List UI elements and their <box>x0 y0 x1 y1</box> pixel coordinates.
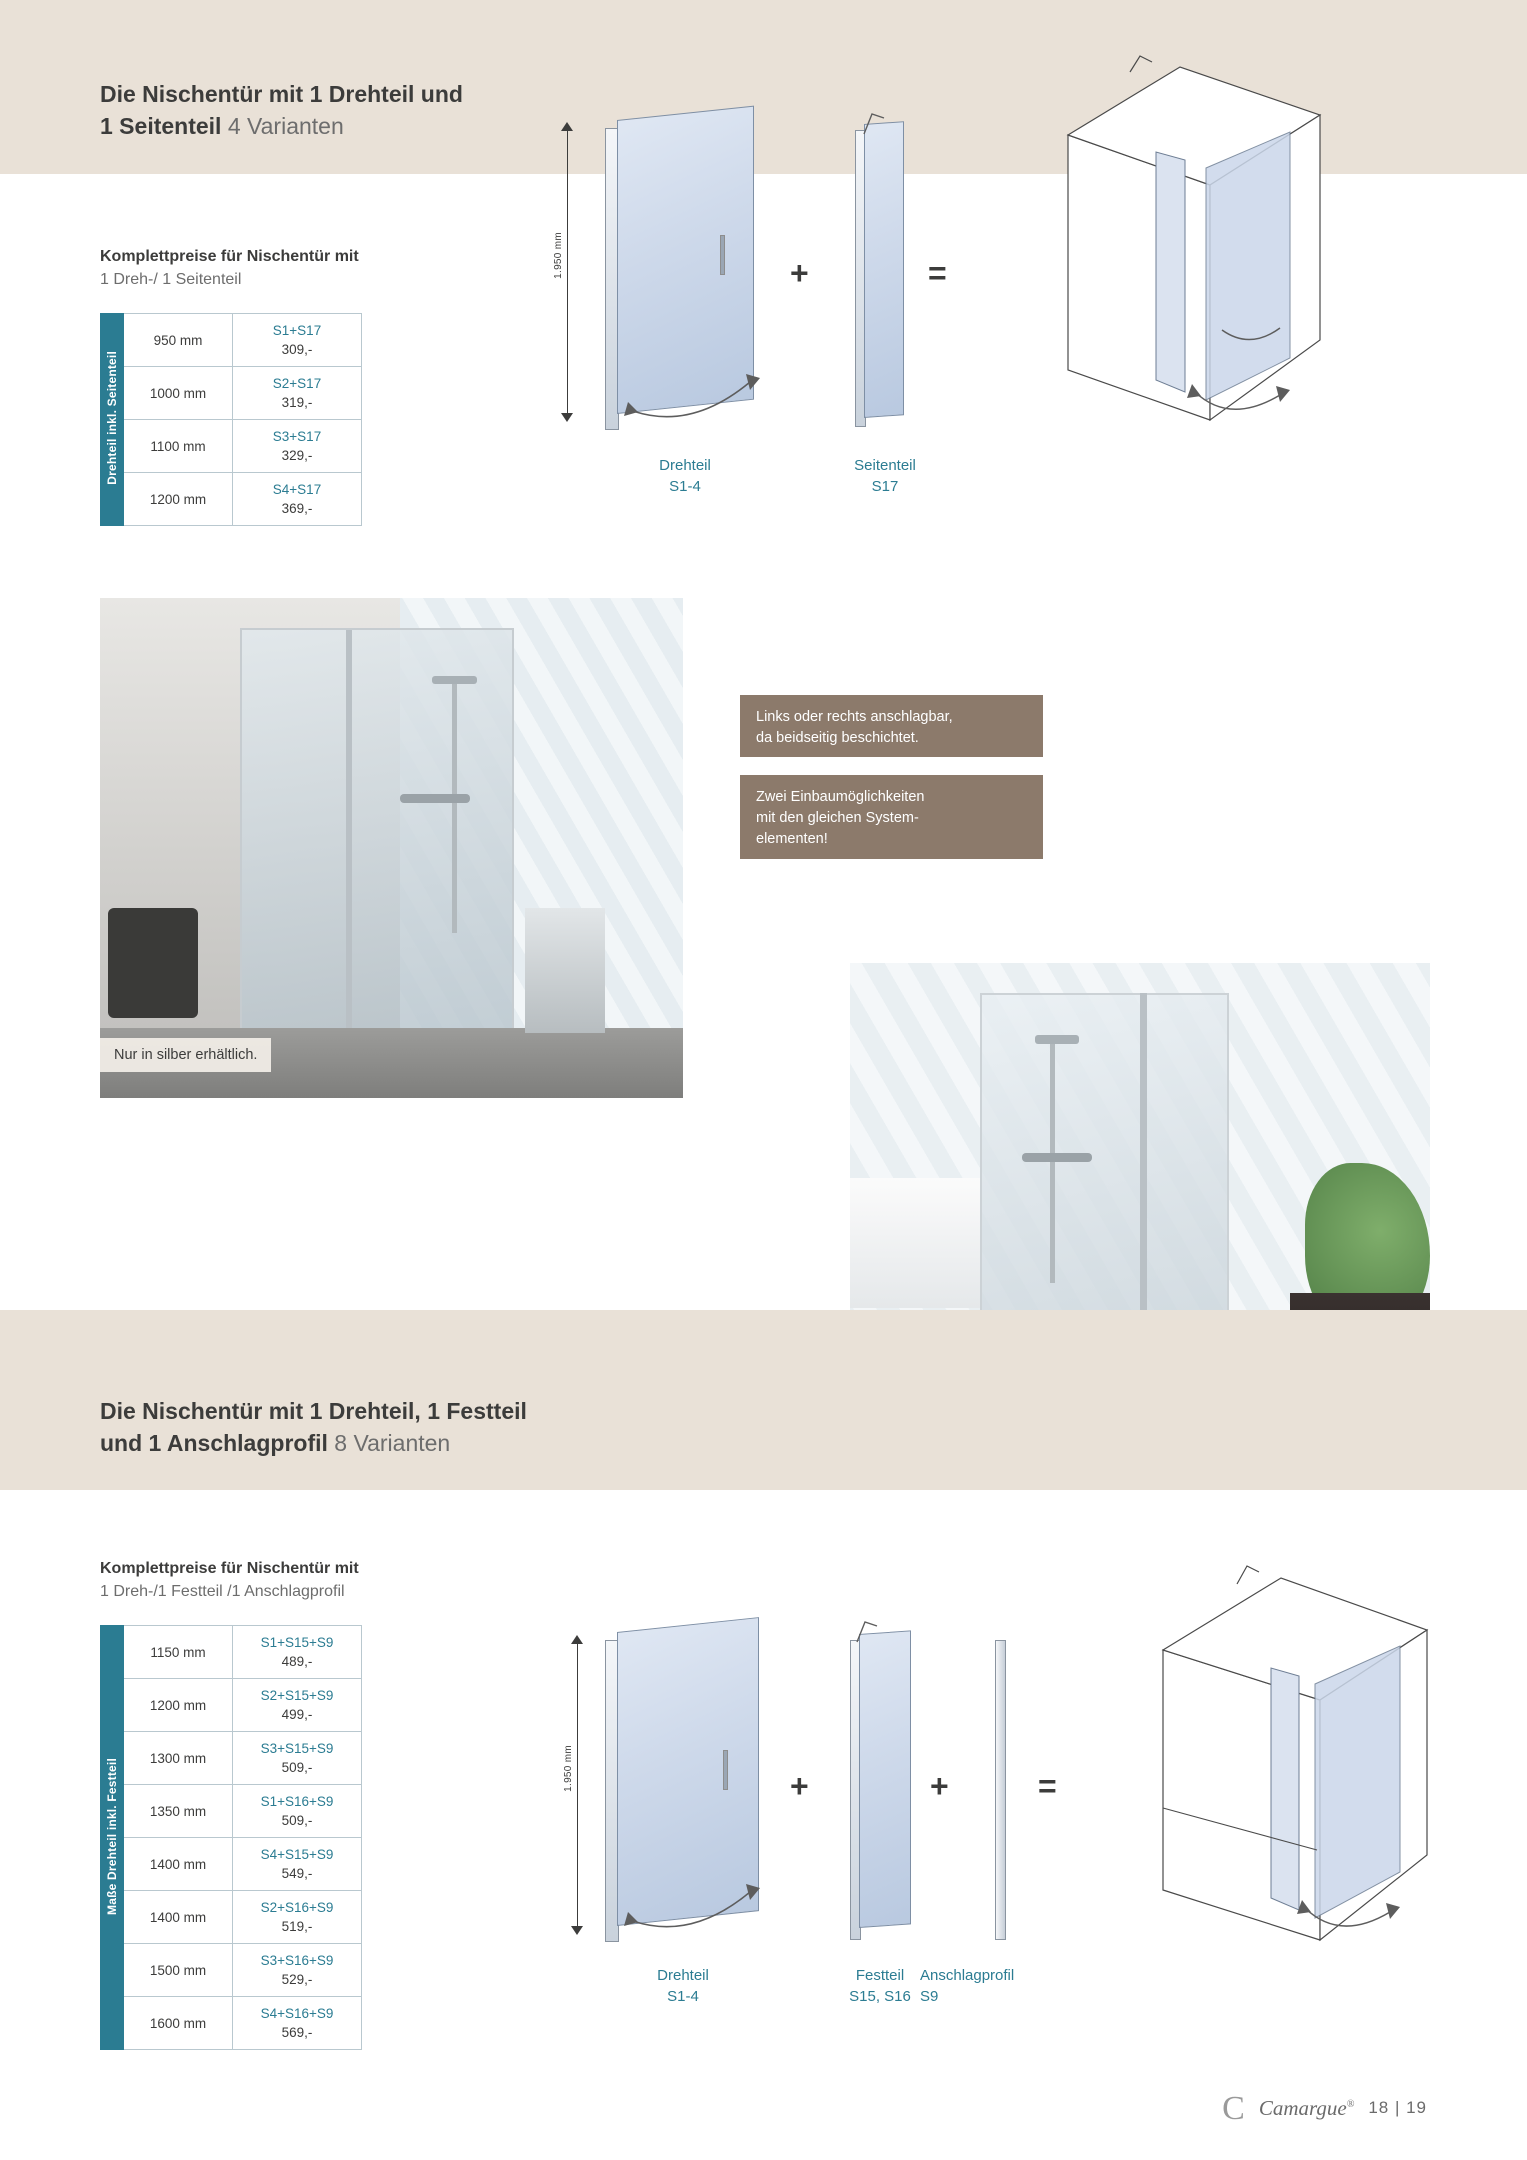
table-cell-code <box>233 1944 362 1997</box>
camargue-logo-icon: C <box>1222 2089 1245 2127</box>
section-title-mid-line2: und 1 Anschlagprofil <box>100 1430 328 1456</box>
caption-line1: Drehteil <box>659 457 711 474</box>
caption-drehteil-top <box>605 455 765 497</box>
table-row <box>101 473 362 526</box>
table-cell-code <box>233 367 362 420</box>
table-cell-price: 329,- <box>281 448 313 463</box>
table-cell-code-text: S4+S17 <box>272 482 322 497</box>
caption-seitenteil-top <box>805 455 965 497</box>
table-cell-price: 369,- <box>281 501 313 516</box>
operator-equals: = <box>928 255 947 291</box>
brand-name: Camargue® <box>1258 2095 1355 2120</box>
table-cell-size: 1600 mm <box>124 1997 233 2050</box>
table-row <box>101 314 362 367</box>
photo-bathtub <box>850 1178 980 1308</box>
table-cell-code <box>233 1838 362 1891</box>
price-heading-top <box>100 245 359 291</box>
caption-line1: Drehteil <box>657 1967 709 1984</box>
note-box-1 <box>740 695 1043 757</box>
caption-line2: S1-4 <box>669 478 701 495</box>
table-row <box>101 1785 362 1838</box>
table-cell-price: 309,- <box>281 342 313 357</box>
table-cell-price: 509,- <box>281 1813 313 1828</box>
table-row <box>101 1626 362 1679</box>
table-cell-code-text: S3+S15+S9 <box>260 1741 334 1756</box>
price-table-bottom <box>100 1625 362 2050</box>
note-2-line2: mit den gleichen System- <box>756 810 919 826</box>
table-row <box>101 367 362 420</box>
operator-plus: + <box>790 255 809 291</box>
caption-line2: S15, S16 <box>849 1988 911 2005</box>
table-cell-code <box>233 1732 362 1785</box>
table-cell-size: 1100 mm <box>124 420 233 473</box>
table-row <box>101 1838 362 1891</box>
swing-arrow-icon <box>620 1870 770 1940</box>
hinge-icon <box>843 1616 903 1648</box>
product-diagram-bottom <box>545 1540 1445 2060</box>
table-cell-code <box>233 314 362 367</box>
table-cell-price: 519,- <box>281 1919 313 1934</box>
stop-profile <box>995 1640 1006 1940</box>
caption-drehteil-bottom <box>603 1965 763 2007</box>
arrow-up-icon <box>561 122 573 131</box>
table-cell-code <box>233 1997 362 2050</box>
caption-line2: S1-4 <box>667 1988 699 2005</box>
product-diagram-top <box>550 110 1380 530</box>
table-cell-code-text: S3+S16+S9 <box>260 1953 334 1968</box>
assembly-graphic-bottom <box>1085 1550 1485 1980</box>
table-cell-code <box>233 1626 362 1679</box>
table-cell-price: 489,- <box>281 1654 313 1669</box>
table-row <box>101 1732 362 1785</box>
table-cell-code <box>233 1891 362 1944</box>
photo-shower-left <box>100 598 683 1098</box>
note-1-line2: da beidseitig beschichtet. <box>756 730 919 746</box>
table-row <box>101 1891 362 1944</box>
photo-tagline-left: Nur in silber erhältlich. <box>100 1038 271 1072</box>
side-glass-panel <box>864 121 904 418</box>
photo-shower-mixer <box>400 794 470 803</box>
table-cell-code <box>233 473 362 526</box>
dimension-label: 1.950 mm <box>553 232 564 279</box>
dimension-line <box>577 1644 578 1926</box>
section-title-mid <box>100 1395 527 1459</box>
section-title-top-line2: 1 Seitenteil <box>100 113 222 139</box>
price-table-top <box>100 313 362 526</box>
table-cell-price: 529,- <box>281 1972 313 1987</box>
table-cell-code-text: S4+S16+S9 <box>260 2006 334 2021</box>
table-cell-code-text: S3+S17 <box>272 429 322 444</box>
note-box-2 <box>740 775 1043 859</box>
dimension-line <box>567 131 568 413</box>
table-cell-size: 1500 mm <box>124 1944 233 1997</box>
table-cell-size: 1200 mm <box>124 1679 233 1732</box>
price-heading-bottom <box>100 1557 359 1603</box>
dimension-label: 1.950 mm <box>563 1745 574 1792</box>
door-handle <box>723 1750 728 1790</box>
note-1-line1: Links oder rechts anschlagbar, <box>756 709 953 725</box>
hinge-icon <box>850 110 910 140</box>
photo-shower-mixer <box>1022 1153 1092 1162</box>
caption-line1: Seitenteil <box>854 457 916 474</box>
table-cell-size: 1400 mm <box>124 1891 233 1944</box>
photo-shower-frame <box>346 630 352 1050</box>
page-footer <box>1222 2089 1427 2127</box>
assembly-graphic-top <box>980 40 1380 460</box>
arrow-down-icon <box>571 1926 583 1935</box>
table-cell-size: 1000 mm <box>124 367 233 420</box>
table-cell-code-text: S2+S15+S9 <box>260 1688 334 1703</box>
caption-line1: Anschlagprofil <box>920 1967 1015 1984</box>
table-cell-size: 1350 mm <box>124 1785 233 1838</box>
price-heading-bottom-line2: 1 Dreh-/1 Festteil /1 Anschlagprofil <box>100 1583 345 1600</box>
arrow-down-icon <box>561 413 573 422</box>
section-title-mid-line1: Die Nischentür mit 1 Drehteil, 1 Festteil <box>100 1398 527 1424</box>
registered-icon: ® <box>1346 2098 1355 2110</box>
table-row <box>101 1997 362 2050</box>
fixed-glass-panel <box>859 1630 911 1928</box>
arrow-up-icon <box>571 1635 583 1644</box>
caption-line2: S9 <box>920 1988 939 2005</box>
photo-shower-glass <box>240 628 514 1052</box>
table-cell-price: 319,- <box>281 395 313 410</box>
note-2-line1: Zwei Einbaumöglichkeiten <box>756 789 925 805</box>
table-row <box>101 1679 362 1732</box>
table-cell-size: 1200 mm <box>124 473 233 526</box>
price-heading-top-line2: 1 Dreh-/ 1 Seitenteil <box>100 271 242 288</box>
table-cell-code-text: S1+S16+S9 <box>260 1794 334 1809</box>
price-heading-bottom-line1: Komplettpreise für Nischentür mit <box>100 1560 359 1577</box>
table-row <box>101 1944 362 1997</box>
table-vertical-header-bottom: Maße Drehteil inkl. Festteil <box>101 1626 124 2050</box>
table-cell-price: 569,- <box>281 2025 313 2040</box>
door-handle <box>720 235 725 275</box>
photo-shower-head <box>1035 1035 1079 1044</box>
photo-shower-head <box>432 676 477 684</box>
section-title-mid-variants: 8 Varianten <box>334 1430 451 1456</box>
operator-equals: = <box>1038 1768 1057 1804</box>
photo-shower-rail <box>1050 1043 1055 1283</box>
table-cell-code-text: S1+S17 <box>272 323 322 338</box>
table-cell-size: 1150 mm <box>124 1626 233 1679</box>
operator-plus-1: + <box>790 1768 809 1804</box>
table-row <box>101 420 362 473</box>
price-heading-top-line1: Komplettpreise für Nischentür mit <box>100 248 359 265</box>
table-cell-price: 499,- <box>281 1707 313 1722</box>
photo-basket <box>108 908 198 1018</box>
photo-shower-rail <box>452 683 457 933</box>
section-title-top-variants: 4 Varianten <box>227 113 344 139</box>
table-cell-code <box>233 1785 362 1838</box>
note-2-line3: elementen! <box>756 831 828 847</box>
table-cell-code-text: S2+S16+S9 <box>260 1900 334 1915</box>
table-cell-code-text: S1+S15+S9 <box>260 1635 334 1650</box>
swing-arrow-icon <box>620 360 770 430</box>
operator-plus-2: + <box>930 1768 949 1804</box>
page-numbers: 18 | 19 <box>1368 2098 1427 2118</box>
caption-line2: S17 <box>871 478 899 495</box>
table-cell-size: 1400 mm <box>124 1838 233 1891</box>
table-vertical-header-top: Drehteil inkl. Seitenteil <box>101 314 124 526</box>
table-cell-size: 950 mm <box>124 314 233 367</box>
photo-side-table <box>525 908 605 1033</box>
table-cell-code-text: S2+S17 <box>272 376 322 391</box>
table-cell-code <box>233 420 362 473</box>
table-cell-price: 509,- <box>281 1760 313 1775</box>
table-cell-code <box>233 1679 362 1732</box>
section-title-top <box>100 78 463 142</box>
table-cell-price: 549,- <box>281 1866 313 1881</box>
caption-line1: Festteil <box>855 1967 905 1984</box>
table-cell-size: 1300 mm <box>124 1732 233 1785</box>
table-cell-code-text: S4+S15+S9 <box>260 1847 334 1862</box>
caption-anschlagprofil <box>920 1965 1120 2007</box>
section-title-top-line1: Die Nischentür mit 1 Drehteil und <box>100 81 463 107</box>
